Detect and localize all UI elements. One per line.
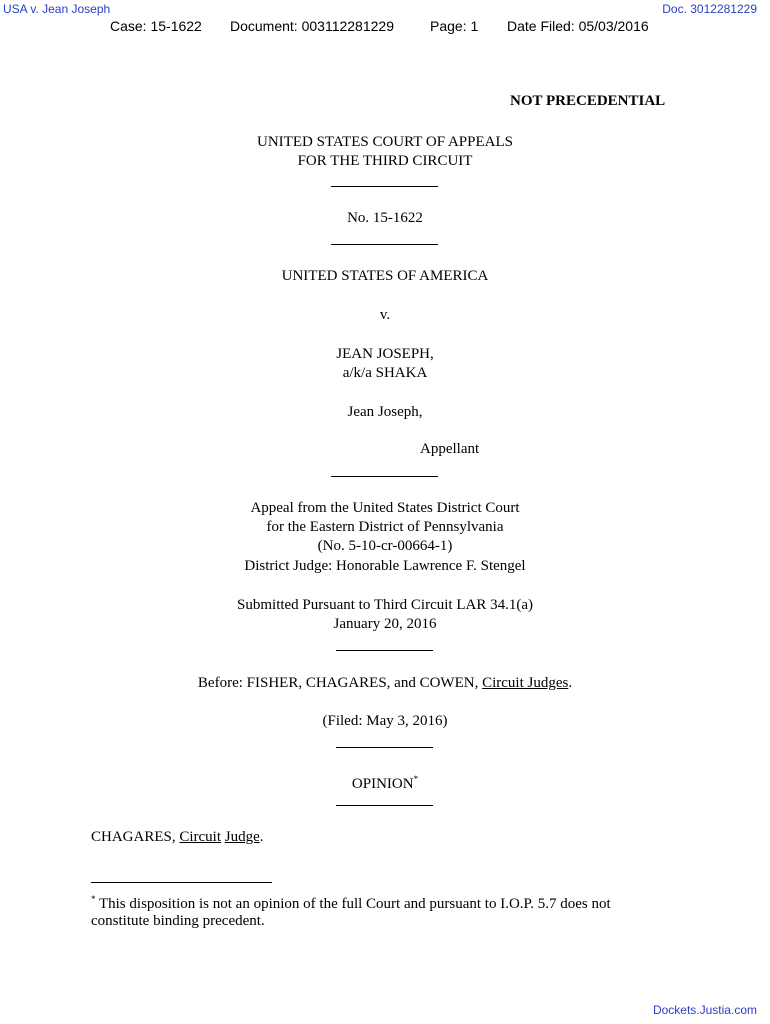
- stamp-page: Page: 1: [430, 18, 479, 34]
- panel-prefix: Before: FISHER, CHAGARES, and COWEN,: [197, 675, 483, 691]
- opinion-label: OPINION: [351, 776, 414, 792]
- footnote-marker: *: [91, 894, 96, 904]
- opinion-author: [91, 829, 264, 846]
- author-name: CHAGARES,: [91, 829, 180, 845]
- footnote-line-1: This disposition is not an opinion of the full Court and pursuant to I.O.P. 5.7 does not: [95, 896, 611, 912]
- author-title-word-2: Judge: [224, 829, 260, 845]
- filed-date: (Filed: May 3, 2016): [322, 713, 448, 729]
- precedential-status: NOT PRECEDENTIAL: [510, 93, 666, 109]
- docket-number-link[interactable]: Doc. 3012281229: [662, 2, 757, 16]
- defendant-name: Jean Joseph,: [347, 404, 423, 420]
- circuit-name: FOR THE THIRD CIRCUIT: [297, 153, 473, 169]
- separator-rule: [336, 650, 433, 651]
- source-link[interactable]: Dockets.Justia.com: [652, 1003, 757, 1017]
- case-title-link[interactable]: USA v. Jean Joseph: [3, 2, 111, 16]
- footnote-rule: [91, 882, 272, 883]
- submission-basis: Submitted Pursuant to Third Circuit LAR 34.1(a): [237, 597, 533, 613]
- submission-date: January 20, 2016: [333, 616, 437, 632]
- defendant-alias: a/k/a SHAKA: [342, 365, 428, 381]
- district-judge: District Judge: Honorable Lawrence F. Stengel: [244, 558, 526, 574]
- author-title-word-1: Circuit: [179, 829, 222, 845]
- defendant: JEAN JOSEPH,: [336, 346, 434, 362]
- appeal-district: for the Eastern District of Pennsylvania: [266, 519, 504, 535]
- stamp-case: Case: 15-1622: [110, 18, 202, 34]
- panel-suffix: .: [568, 675, 573, 691]
- separator-rule: [336, 747, 433, 748]
- separator-rule: [331, 244, 438, 245]
- separator-rule: [336, 805, 433, 806]
- court-name: UNITED STATES COURT OF APPEALS: [257, 134, 513, 150]
- panel-judges: [0, 674, 770, 694]
- opinion-footnote-marker: *: [413, 774, 419, 784]
- district-case-number: (No. 5-10-cr-00664-1): [317, 538, 453, 554]
- stamp-date-filed: Date Filed: 05/03/2016: [507, 18, 649, 34]
- opinion-heading: [0, 770, 770, 795]
- versus: v.: [379, 307, 391, 323]
- panel-title: Circuit Judges: [482, 675, 569, 691]
- footnote-line-2: constitute binding precedent.: [91, 913, 265, 929]
- case-number: No. 15-1622: [347, 210, 423, 226]
- stamp-document: Document: 003112281229: [230, 18, 394, 34]
- appeal-source: Appeal from the United States District Court: [250, 500, 520, 516]
- plaintiff: UNITED STATES OF AMERICA: [281, 268, 489, 284]
- separator-rule: [331, 186, 438, 187]
- party-role: Appellant: [420, 441, 480, 457]
- footnote-text: [91, 894, 611, 913]
- author-suffix: .: [259, 829, 264, 845]
- separator-rule: [331, 476, 438, 477]
